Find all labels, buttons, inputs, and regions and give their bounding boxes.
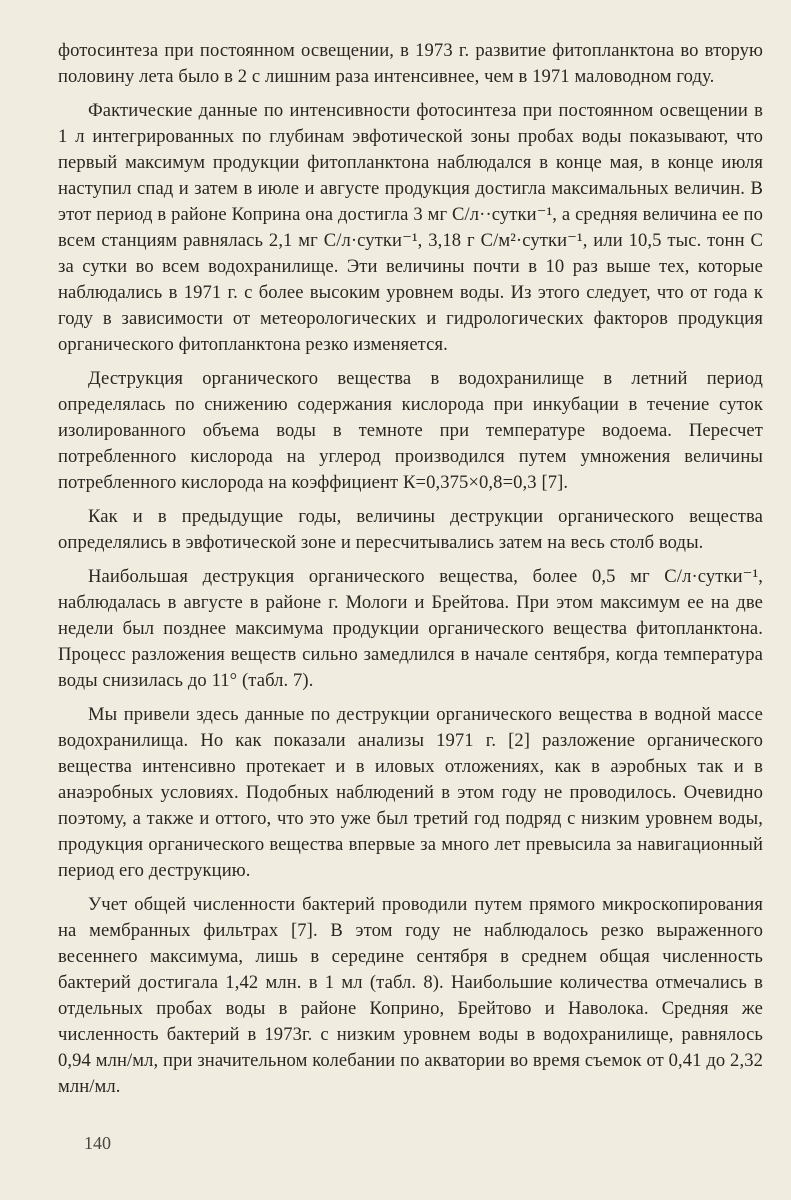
paragraph-7: Учет общей численности бактерий проводили путем прямого микроскопирования на мембранных фильтрах [7]. В этом году не наблюдалось резко выраженного весеннего максимума, лишь в середине сентября в среднем общая численность бактерий достигала 1,42 млн. в 1 мл (табл. 8). Наибольшие количества отмечались в отдельных пробах воды в районе Коприно, Брейтово и Наволока. Средняя же численность бактерий в 1973г. с низким уровнем воды в водохранилище, равнялось 0,94 млн/мл, при значительном колебании по акватории во время съемок от 0,41 до 2,32 млн/мл.: [58, 894, 763, 1097]
paragraph-2: Фактические данные по интенсивности фотосинтеза при постоянном освещении в 1 л интегрированных по глубинам эвфотической зоны пробах воды показывают, что первый максимум продукции фитопланктона наблюдался в конце мая, в конце июля наступил спад и затем в июле и августе продукция достигла максимальных величин. В этот период в районе Коприна она достигла 3 мг С/л··сутки⁻¹, а средняя величина ее по всем станциям равнялась 2,1 мг С/л·сутки⁻¹, 3,18 г С/м²·сутки⁻¹, или 10,5 тыс. тонн С за сутки во всем водохранилище. Эти величины почти в 10 раз выше тех, которые наблюдались в 1971 г. с более высоким уровнем воды. Из этого следует, что от года к году в зависимости от метеорологических и гидрологических факторов продукция органического фитопланктона резко изменяется.: [58, 100, 763, 355]
page-number: 140: [84, 1133, 111, 1153]
body-text: [58, 38, 763, 1100]
paragraph-3: Деструкция органического вещества в водохранилище в летний период определялась по снижению содержания кислорода при инкубации в течение суток изолированного объема воды в темноте при температуре водоема. Пересчет потребленного кислорода на углерод производился путем умножения величины потребленного кислорода на коэффициент К=0,375×0,8=0,3 [7].: [58, 368, 763, 493]
paragraph-5: Наибольшая деструкция органического вещества, более 0,5 мг С/л·сутки⁻¹, наблюдалась в августе в районе г. Мологи и Брейтова. При этом максимум ее на две недели был позднее максимума продукции органического вещества фитопланктона. Процесс разложения веществ сильно замедлился в начале сентября, когда температура воды снизилась до 11° (табл. 7).: [58, 566, 763, 691]
paragraph-6: Мы привели здесь данные по деструкции органического вещества в водной массе водохранилища. Но как показали анализы 1971 г. [2] разложение органического вещества интенсивно протекает и в иловых отложениях, как в аэробных так и в анаэробных условиях. Подобных наблюдений в этом году не проводилось. Очевидно поэтому, а также и оттого, что это уже был третий год подряд с низким уровнем воды, продукция органического вещества впервые за много лет превысила за навигационный период его деструкцию.: [58, 704, 763, 881]
paragraph-1: фотосинтеза при постоянном освещении, в 1973 г. развитие фитопланктона во вторую половину лета было в 2 с лишним раза интенсивнее, чем в 1971 маловодном году.: [58, 40, 763, 87]
paragraph-4: Как и в предыдущие годы, величины деструкции органического вещества определялись в эвфотической зоне и пересчитывались затем на весь столб воды.: [58, 506, 763, 553]
